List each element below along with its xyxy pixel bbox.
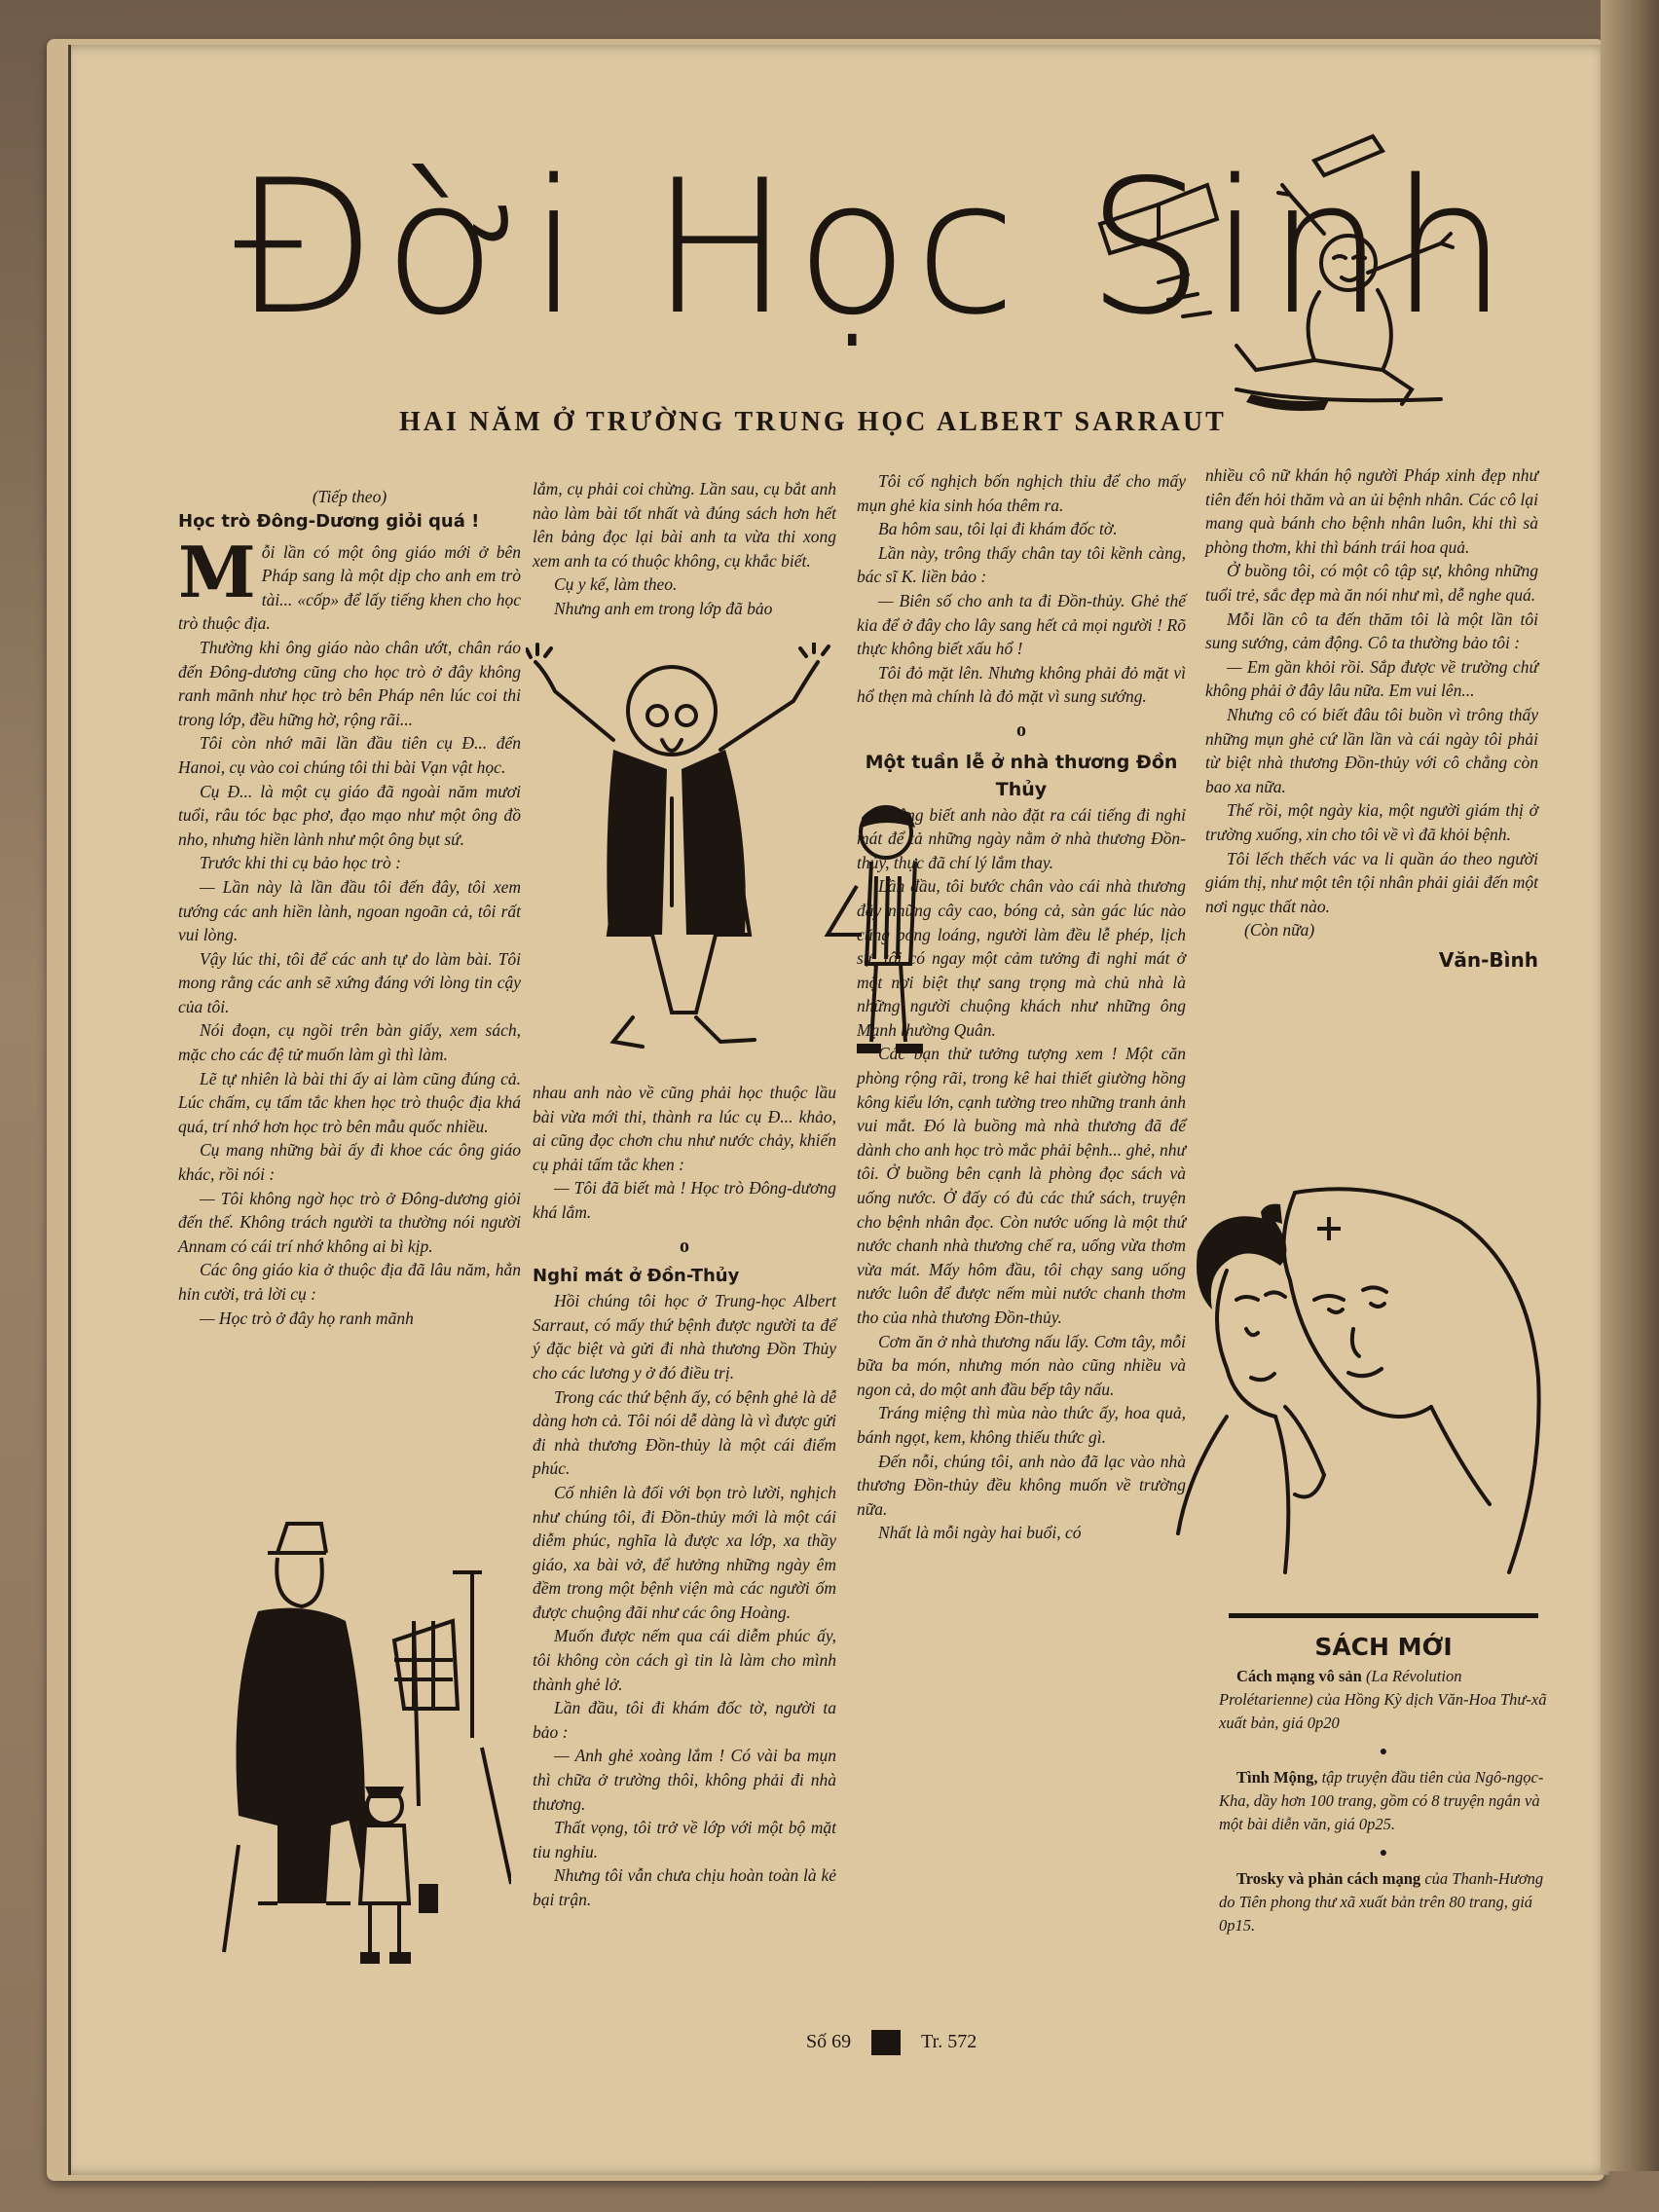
paragraph: Thế rồi, một ngày kia, một người giám thị ở trường xuống, xin cho tôi về vì đã khỏi bệnh. xyxy=(1205,800,1538,844)
book-description: tập truyện đầu tiên của Ngô-ngọc-Kha, dầy hơn 100 trang, gồm có 8 truyện ngắn và một bài diễn văn, giá 0p25. xyxy=(1219,1768,1544,1833)
section-heading: Một tuần lễ ở nhà thương Đồn Thủy xyxy=(865,751,1178,800)
column-2-bottom xyxy=(533,1081,836,1912)
article-subtitle: HAI NĂM Ở TRƯỜNG TRUNG HỌC ALBERT SARRAUT xyxy=(399,407,1227,437)
book-description: (La Révolution Prolétarienne) của Hồng Kỳ dịch Văn-Hoa Thư-xã xuất bản, giá 0p20 xyxy=(1219,1667,1547,1732)
paragraph: Trong các thứ bệnh ấy, có bệnh ghẻ là dễ dàng hơn cả. Tôi nói dễ dàng là vì được gửi đi nhà thương Đồn-thủy là một cái điểm phúc. xyxy=(533,1386,836,1479)
column-4 xyxy=(1205,463,1538,972)
paragraph: Các bạn thử tưởng tượng xem ! Một căn phòng rộng rãi, trong kê hai thiết giường hồng kông kiểu lớn, cạnh tường treo những tranh ảnh vui mắt. Đó là buồng mà nhà thương đã để dành cho anh học trò mắc phải bệnh... ghẻ, như tôi. Ở buồng bên cạnh là phòng đọc sách và uống nước. Ở đấy có đủ các thứ sách, truyện cho bệnh nhân đọc. Còn nước uống là một thứ nước chanh nhà thương chế ra, uống vừa thơm vừa mát. Mấy hôm đầu, tôi chạy sang uống nước luôn để được nếm mùi nước chanh thơm tho của nhà thương Đồn-thủy. xyxy=(857,1044,1186,1327)
column-2-top xyxy=(533,477,836,621)
paragraph: — Em gần khỏi rồi. Sắp được về trường chứ không phải ở đây lâu nữa. Em vui lên... xyxy=(1205,656,1538,701)
section-rule xyxy=(1229,1613,1538,1618)
paragraph: Các ông giáo kia ở thuộc địa đã lâu năm, hẳn hỉn cười, trả lời cụ : xyxy=(178,1260,521,1304)
paragraph: Tôi cố nghịch bốn nghịch thỉu để cho mấy mụn ghẻ kia sinh hóa thêm ra. xyxy=(857,471,1186,515)
drop-cap: M xyxy=(178,530,256,613)
paragraph: nhiều cô nữ khán hộ người Pháp xinh đẹp như tiên đến hỏi thăm và an ủi bệnh nhân. Các cô lại mang quà bánh cho bệnh nhân luôn, khi thì sà phòng thơm, khi thì bánh trái hoa quả. xyxy=(1205,465,1538,557)
issue-number: Số 69 xyxy=(806,2030,852,2052)
paragraph: ỗi lần có một ông giáo mới ở bên Pháp sang là một dịp cho anh em trò tài... «cốp» để lấy tiếng khen cho học trò thuộc địa. xyxy=(178,541,521,634)
paragraph: Tôi còn nhớ mãi lần đầu tiên cụ Đ... đến Hanoi, cụ vào coi chúng tôi thi bài Vạn vật học. xyxy=(178,733,521,777)
paragraph: — Lần này là lần đầu tôi đến đây, tôi xem tướng các anh hiền lành, ngoan ngoãn cả, tôi rất vui lòng. xyxy=(178,876,521,945)
separator-circle: o xyxy=(1016,719,1026,741)
paragraph: Thường khi ông giáo nào chân ướt, chân ráo đến Đông-dương cũng cho học trò ở đây không ranh mãnh như học trò bên Pháp nên lúc coi thi trong lớp, đều hững hờ, rộng rãi... xyxy=(178,637,521,729)
paragraph: Cụ Đ... là một cụ giáo đã ngoài năm mươi tuổi, râu tóc bạc phơ, đạo mạo như một ông đồ nho, nhưng hiền lành như một ông bụt sứ. xyxy=(178,781,521,849)
book-description: của Thanh-Hương do Tiên phong thư xã xuất bản trên 80 trang, giá 0p15. xyxy=(1219,1869,1544,1935)
separator-circle: o xyxy=(680,1235,689,1257)
paragraph: Cố nhiên là đối với bọn trò lười, nghịch như chúng tôi, đi Đồn-thủy mới là một cái diễm phúc, nghĩa là được xa lớp, xa thầy giáo, xa bài vở, để hưởng những ngày êm đềm trong một bệnh viện mà các người ốm được chuộng đãi như các ông Hoàng. xyxy=(533,1482,836,1622)
new-books-heading: SÁCH MỚI xyxy=(1314,1633,1453,1661)
paragraph: Nhất là mỗi ngày hai buổi, có xyxy=(878,1523,1082,1543)
paragraph: Ba hôm sau, tôi lại đi khám đốc tờ. xyxy=(878,519,1118,539)
continued-label: (Còn nữa) xyxy=(1244,920,1315,940)
section-heading: Nghỉ mát ở Đồn-Thủy xyxy=(533,1266,740,1287)
bullet-dot: ● xyxy=(1379,1846,1388,1861)
paragraph: Nhưng cô có biết đâu tôi buồn vì trông thấy những mụn ghẻ cứ lần lần và cái ngày tôi phải từ biệt nhà thương Đồn-thủy với cô chẳng còn bao xa nữa. xyxy=(1205,704,1538,796)
paragraph: Cụ y kế, làm theo. xyxy=(554,574,678,595)
paragraph: Tráng miệng thì mùa nào thức ấy, hoa quả, bánh ngọt, kem, không thiếu thức gì. xyxy=(857,1403,1186,1447)
paragraph: Thất vọng, tôi trở về lớp với một bộ mặt tiu nghỉu. xyxy=(533,1818,836,1862)
page-footer xyxy=(798,2030,984,2055)
paragraph: Lẽ tự nhiên là bài thi ấy ai làm cũng đúng cả. Lúc chấm, cụ tấm tắc khen học trò thuộc địa khá quá, trí nhớ hơn học trò bên mẫu quốc nhiều. xyxy=(178,1068,521,1136)
book-title: Cách mạng vô sản xyxy=(1236,1667,1362,1685)
column-1 xyxy=(178,485,521,1330)
column-3 xyxy=(857,469,1186,1545)
paragraph: nhau anh nào về cũng phải học thuộc lầu bài vừa mới thi, thành ra lúc cụ Đ... khảo, ai cũng đọc chơn chu như nước chảy, khiến cụ phải tấm tắc khen : xyxy=(533,1083,836,1174)
paragraph: Nhưng anh em trong lớp đã bảo xyxy=(554,598,773,618)
paragraph: Mỗi lần cô ta đến thăm tôi là một lần tôi sung sướng, cảm động. Cô ta thường bảo tôi : xyxy=(1205,608,1538,653)
paragraph: — Học trò ở đây họ ranh mãnh xyxy=(200,1308,414,1328)
paragraph: — Tôi không ngờ học trò ở Đông-dương giỏi đến thế. Không trách người ta thường nói người Annam có cái trí nhớ không ai bì kịp. xyxy=(178,1188,521,1256)
continued-label: (Tiếp theo) xyxy=(312,487,387,506)
author-name: Văn-Bình xyxy=(1438,947,1538,972)
paragraph: Nói đoạn, cụ ngồi trên bàn giấy, xem sách, mặc cho các đệ tử muốn làm gì thì làm. xyxy=(178,1020,521,1065)
paragraph: Đến nỗi, chúng tôi, anh nào đã lạc vào nhà thương Đồn-thủy đều không muốn về trường nữa. xyxy=(857,1451,1186,1519)
paragraph: — Biên số cho anh ta đi Đồn-thủy. Ghẻ thế kia để ở đây cho lây sang hết cả mọi người ! Rõ thực không biết xấu hổ ! xyxy=(857,590,1186,659)
paragraph: Lần đầu, tôi đi khám đốc tờ, người ta bảo : xyxy=(533,1698,836,1742)
section-heading: Học trò Đông-Dương giỏi quá ! xyxy=(178,510,480,532)
magazine-logo-icon xyxy=(871,2030,901,2055)
paragraph: Nhưng tôi vẫn chưa chịu hoàn toàn là kẻ bại trận. xyxy=(533,1865,836,1909)
paragraph: Không biết anh nào đặt ra cái tiếng đi nghỉ mát để tả những ngày nằm ở nhà thương Đồn-thủy, thực đã chí lý lắm thay. xyxy=(857,804,1186,872)
paragraph: lắm, cụ phải coi chừng. Lần sau, cụ bắt anh nào làm bài tốt nhất và đúng sách hơn hết lên bảng đọc lại bài anh ta vừa thi xong xem anh ta có thuộc không, cụ khắc biết. xyxy=(533,479,836,571)
paragraph: Hồi chúng tôi học ở Trung-học Albert Sarraut, có mấy thứ bệnh được người ta để ý đặc biệt và gửi đi nhà thương Đồn Thủy cho các lương y ở đó điều trị. xyxy=(533,1291,836,1382)
paragraph: Tôi lếch thếch vác va li quần áo theo người giám thị, như một tên tội nhân phải giải đến một nơi ngục thất nào. xyxy=(1205,848,1538,916)
book-title: Trosky và phản cách mạng xyxy=(1236,1869,1421,1888)
man-and-boy-illustration xyxy=(219,1514,511,1991)
paragraph: — Tôi đã biết mà ! Học trò Đông-dương khá lắm. xyxy=(533,1178,836,1222)
paragraph: Vậy lúc thi, tôi để các anh tự do làm bài. Tôi mong rằng các anh sẽ xứng đáng với lòng tin cậy của tôi. xyxy=(178,948,521,1016)
page-number: Tr. 572 xyxy=(921,2030,977,2052)
book-title: Tình Mộng, xyxy=(1236,1768,1318,1787)
paragraph: — Anh ghẻ xoàng lắm ! Có vài ba mụn thì chữa ở trường thôi, không phải đi nhà thương. xyxy=(533,1746,836,1814)
book-binding xyxy=(1601,0,1659,2171)
paragraph: Muốn được nếm qua cái diễm phúc ấy, tôi không còn cách gì tin là làm cho mình thành ghẻ lở. xyxy=(533,1626,836,1694)
running-student-illustration xyxy=(1090,127,1499,419)
nurse-and-patient-illustration xyxy=(1168,1183,1548,1592)
paragraph: Lần này, trông thấy chân tay tôi kềnh càng, bác sĩ K. liền bảo : xyxy=(857,542,1186,587)
new-books-section xyxy=(1219,1633,1548,1943)
paragraph: Cụ mang những bài ấy đi khoe các ông giáo khác, rồi nói : xyxy=(178,1140,521,1185)
bullet-dot: ● xyxy=(1379,1745,1388,1759)
paragraph: Trước khi thi cụ bảo học trò : xyxy=(200,853,401,873)
paragraph: Tôi đỏ mặt lên. Nhưng không phải đỏ mặt vì hổ thẹn mà chính là đỏ mặt vì sung sướng. xyxy=(857,662,1186,707)
article-title: Đời Học Sinh xyxy=(234,140,1514,355)
paragraph: Cơm ăn ở nhà thương nấu lấy. Cơm tây, mỗi bữa ba món, nhưng món nào cũng nhiều và ngon cả, do một anh đầu bếp tây nấu. xyxy=(857,1331,1186,1399)
paragraph: Lần đầu, tôi bước chân vào cái nhà thương đầy những cây cao, bóng cả, sàn gác lúc nào cũng bóng loáng, người làm đều lễ phép, lịch sự, tôi có ngay một cảm tưởng đi nghỉ mát ở một nơi biệt thự sang trọng mà chủ nhà là những người chuộng khách như những ông Mạnh thường Quân. xyxy=(857,876,1186,1040)
paragraph: Ở buồng tôi, có một cô tập sự, không những tuổi trẻ, sắc đẹp mà ăn nói như mì, dễ nghe quá. xyxy=(1205,561,1538,605)
